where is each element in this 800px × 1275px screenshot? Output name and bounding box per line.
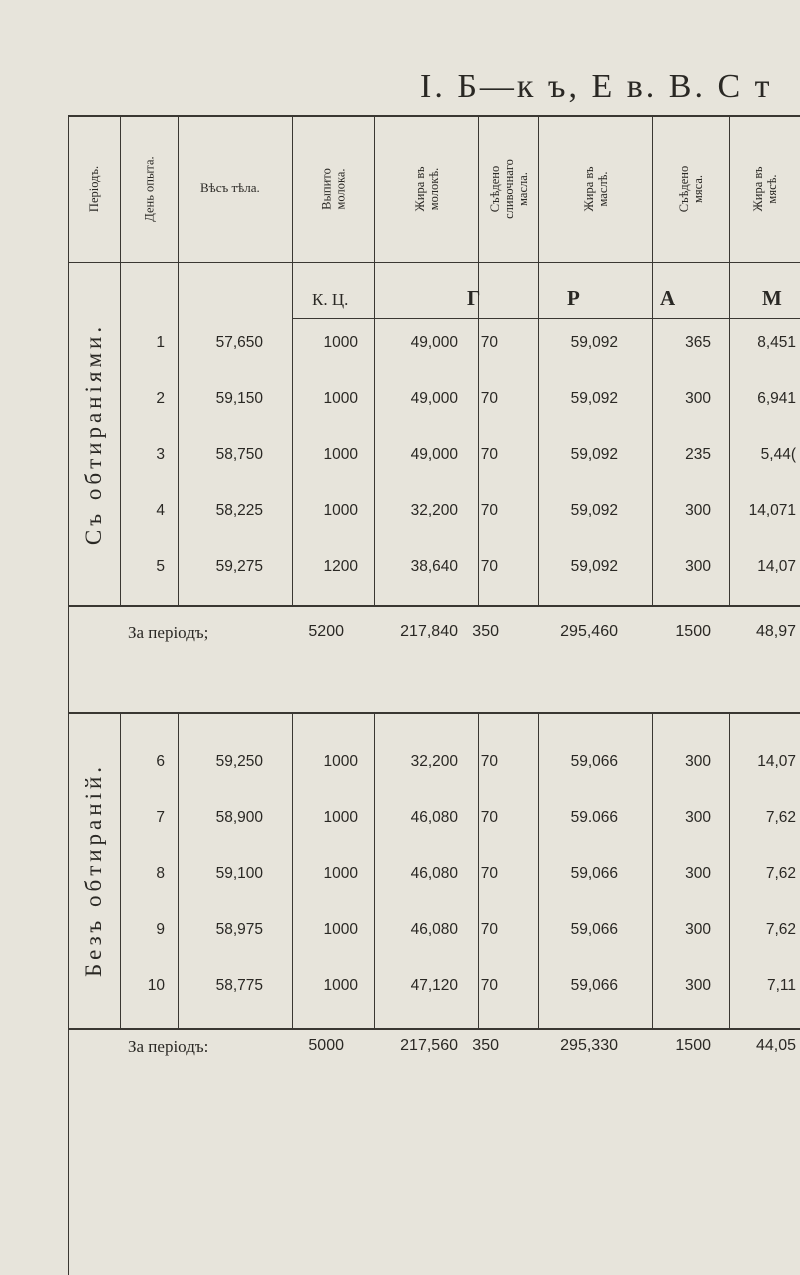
- cell-milk: 1200: [323, 558, 358, 575]
- cell-meat-fat: 14,071: [748, 502, 796, 519]
- cell-butter: 70: [480, 334, 498, 351]
- col-rule-3b: [292, 712, 293, 1028]
- cell-meat-fat: 6,941: [757, 390, 796, 407]
- section-label-without-rubbing: Безъ обтираній.: [81, 762, 107, 978]
- cell-meat: 300: [685, 865, 711, 882]
- unit-row-rule: [292, 318, 800, 319]
- cell-weight: 58,775: [215, 977, 263, 994]
- cell-butter: 70: [480, 865, 498, 882]
- cell-butter-fat: 59,092: [570, 558, 618, 575]
- cell-milk-fat: 49,000: [410, 334, 458, 351]
- cell-milk: 1000: [323, 977, 358, 994]
- total-butter: 350: [472, 623, 499, 640]
- cell-milk: 1000: [323, 446, 358, 463]
- total-butter-fat: 295,330: [560, 1037, 618, 1054]
- cell-milk: 1000: [323, 865, 358, 882]
- section1-bottom-rule: [68, 605, 800, 607]
- cell-weight: 59,275: [215, 558, 263, 575]
- unit-letter-g: Г: [467, 286, 481, 310]
- header-milk-drunk: Выпито молока.: [319, 168, 348, 210]
- cell-butter-fat: 59,092: [570, 390, 618, 407]
- cell-butter: 70: [480, 502, 498, 519]
- cell-butter: 70: [480, 809, 498, 826]
- col-rule-2: [178, 115, 179, 605]
- cell-weight: 58,900: [215, 809, 263, 826]
- cell-milk-fat: 32,200: [410, 502, 458, 519]
- cell-milk-fat: 38,640: [410, 558, 458, 575]
- cell-meat-fat: 8,451: [757, 334, 796, 351]
- cell-meat: 300: [685, 809, 711, 826]
- cell-meat: 300: [685, 558, 711, 575]
- cell-weight: 58,975: [215, 921, 263, 938]
- cell-day: 3: [156, 446, 165, 463]
- cell-milk-fat: 47,120: [410, 977, 458, 994]
- cell-meat-fat: 7,62: [765, 809, 796, 826]
- cell-butter: 70: [480, 753, 498, 770]
- cell-milk-fat: 46,080: [410, 809, 458, 826]
- cell-butter: 70: [480, 446, 498, 463]
- section-label-with-rubbing: Съ обтираніями.: [81, 322, 107, 545]
- cell-butter: 70: [480, 977, 498, 994]
- cell-day: 8: [156, 865, 165, 882]
- total-butter: 350: [472, 1037, 499, 1054]
- cell-butter-fat: 59,092: [570, 334, 618, 351]
- cell-weight: 57,650: [215, 334, 263, 351]
- cell-weight: 59,250: [215, 753, 263, 770]
- header-period: Періодъ.: [87, 165, 102, 213]
- cell-meat: 300: [685, 921, 711, 938]
- cell-meat-fat: 7,62: [765, 865, 796, 882]
- header-meat-eaten: Съѣдено мяса.: [677, 165, 705, 213]
- unit-label: К. Ц.: [312, 290, 349, 309]
- header-milk-fat: Жира въ молокѣ.: [412, 166, 441, 212]
- cell-day: 5: [156, 558, 165, 575]
- cell-butter: 70: [480, 921, 498, 938]
- cell-butter-fat: 59,092: [570, 502, 618, 519]
- header-day: День опыта.: [142, 156, 157, 222]
- unit-letter-a: А: [660, 286, 676, 310]
- cell-weight: 59,150: [215, 390, 263, 407]
- cell-meat: 300: [685, 753, 711, 770]
- cell-weight: 58,225: [215, 502, 263, 519]
- cell-meat: 300: [685, 502, 711, 519]
- cell-milk: 1000: [323, 809, 358, 826]
- cell-milk-fat: 49,000: [410, 390, 458, 407]
- cell-butter-fat: 59,066: [570, 865, 618, 882]
- cell-day: 10: [147, 977, 165, 994]
- cell-meat-fat: 14,07: [757, 558, 796, 575]
- col-rule-2b: [178, 712, 179, 1028]
- total-meat: 1500: [675, 623, 711, 640]
- cell-milk-fat: 32,200: [410, 753, 458, 770]
- unit-letter-r: Р: [567, 286, 580, 310]
- cell-milk: 1000: [323, 753, 358, 770]
- cell-day: 7: [156, 809, 165, 826]
- total-label: За періодъ:: [128, 1037, 209, 1056]
- total-milk-fat: 217,560: [400, 1037, 458, 1054]
- cell-milk: 1000: [323, 390, 358, 407]
- cell-milk-fat: 49,000: [410, 446, 458, 463]
- cell-weight: 58,750: [215, 446, 263, 463]
- cell-meat: 235: [685, 446, 711, 463]
- total-meat-fat: 48,97: [755, 623, 796, 640]
- page-title: I. Б—к ъ, Е в. В. С т: [420, 68, 773, 105]
- cell-meat: 300: [685, 977, 711, 994]
- cell-day: 9: [156, 921, 165, 938]
- cell-weight: 59,100: [215, 865, 263, 882]
- header-meat-fat: Жира въ мясѣ.: [751, 166, 779, 212]
- section2-bottom-rule: [68, 1028, 800, 1030]
- cell-milk: 1000: [323, 502, 358, 519]
- cell-butter-fat: 59.066: [570, 809, 618, 826]
- cell-day: 1: [156, 334, 165, 351]
- total-label: За періодъ;: [128, 623, 209, 642]
- cell-milk: 1000: [323, 334, 358, 351]
- col-rule-8b: [729, 712, 730, 1028]
- cell-meat: 365: [685, 334, 711, 351]
- cell-butter-fat: 59,066: [570, 921, 618, 938]
- cell-meat-fat: 5,44(: [760, 446, 796, 463]
- cell-day: 2: [156, 390, 165, 407]
- cell-day: 4: [156, 502, 165, 519]
- cell-butter: 70: [480, 558, 498, 575]
- col-rule-1b: [120, 712, 121, 1028]
- header-butter-fat: Жира въ маслѣ.: [581, 166, 610, 212]
- cell-butter-fat: 59,066: [570, 977, 618, 994]
- total-meat: 1500: [675, 1037, 711, 1054]
- cell-butter-fat: 59,066: [570, 753, 618, 770]
- cell-meat-fat: 7,62: [765, 921, 796, 938]
- cell-meat: 300: [685, 390, 711, 407]
- total-meat-fat: 44,05: [755, 1037, 796, 1054]
- cell-butter-fat: 59,092: [570, 446, 618, 463]
- col-rule-6b: [538, 712, 539, 1028]
- cell-milk-fat: 46,080: [410, 921, 458, 938]
- cell-butter: 70: [480, 390, 498, 407]
- cell-milk: 1000: [323, 921, 358, 938]
- col-rule-7b: [652, 712, 653, 1028]
- header-body-weight: Вѣсъ тѣла.: [200, 180, 260, 195]
- col-rule-4b: [374, 712, 375, 1028]
- cell-meat-fat: 7,11: [766, 977, 796, 994]
- cell-milk-fat: 46,080: [410, 865, 458, 882]
- total-milk-fat: 217,840: [400, 623, 458, 640]
- cell-meat-fat: 14,07: [757, 753, 796, 770]
- total-milk: 5200: [308, 623, 344, 640]
- header-butter-eaten: Съѣдено сливочнаго масла.: [487, 159, 530, 219]
- unit-letter-m: М: [762, 286, 782, 310]
- cell-day: 6: [156, 753, 165, 770]
- col-rule-5b: [478, 712, 479, 1028]
- total-milk: 5000: [308, 1037, 344, 1054]
- total-butter-fat: 295,460: [560, 623, 618, 640]
